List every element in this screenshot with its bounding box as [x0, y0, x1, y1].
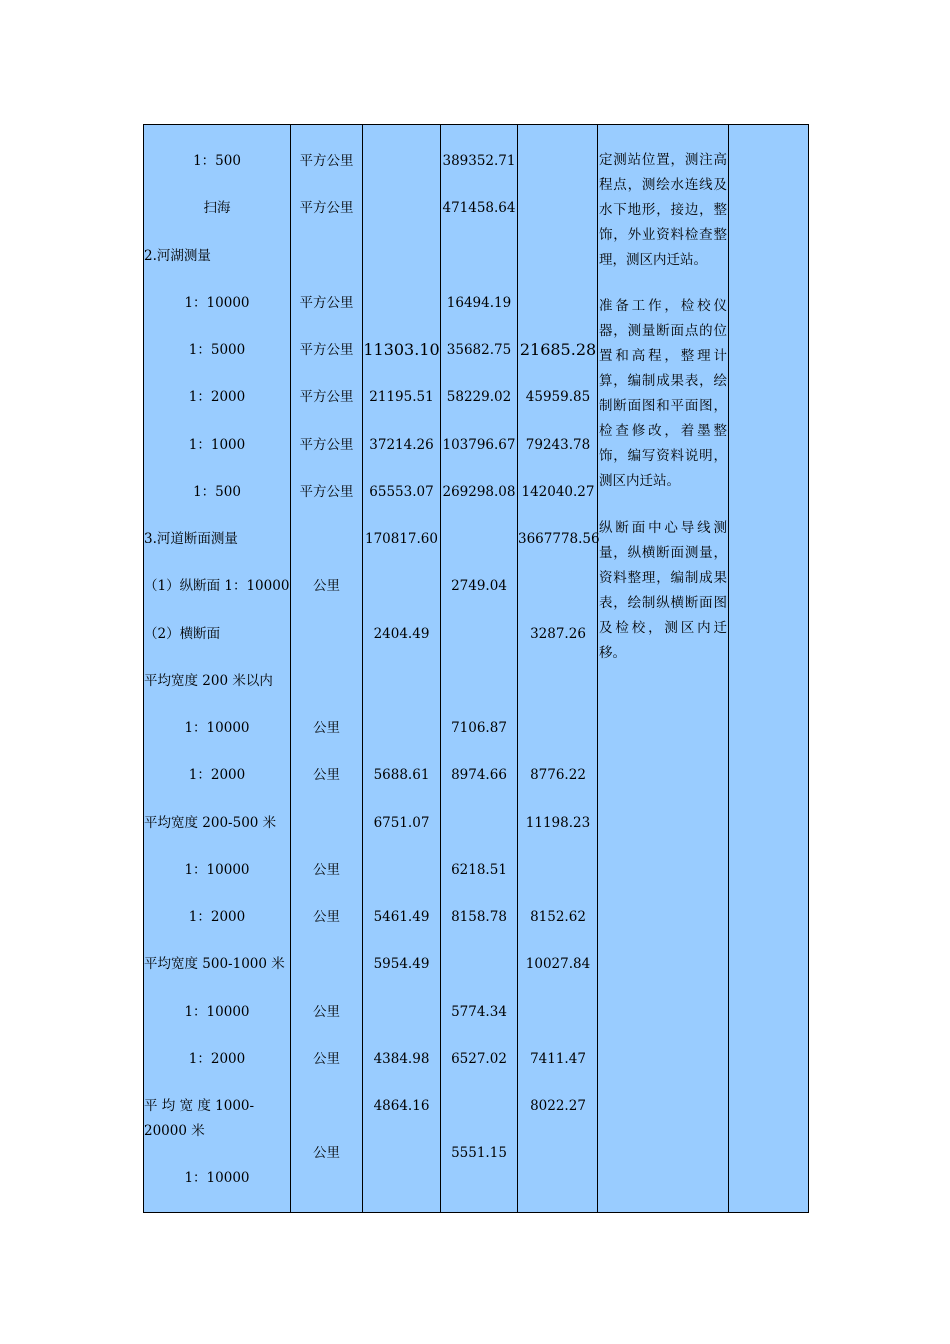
table-cell-c1: 平均宽度 500-1000 米 — [144, 956, 285, 973]
table-cell-c5: 11198.23 — [525, 814, 591, 831]
table-cell-c1: 1：2000 — [188, 767, 246, 784]
table-cell-c1: 1：500 — [193, 483, 241, 500]
table-cell-c2: 平方公里 — [299, 342, 354, 358]
table-cell-c2: 平方公里 — [299, 153, 354, 169]
column-divider — [597, 125, 598, 1212]
table-cell-c3: 170817.60 — [364, 531, 438, 547]
table-cell-c1: 1：2000 — [188, 909, 246, 925]
table-cell-c2: 公里 — [313, 1145, 340, 1162]
table-cell-c5: 79243.78 — [525, 436, 591, 453]
table-cell-c1: （1）纵断面 1：10000 — [144, 578, 290, 595]
table-cell-c3: 5461.49 — [373, 909, 430, 925]
table-cell-c1: （2）横断面 — [144, 625, 221, 642]
table-cell-c3: 21195.51 — [369, 389, 434, 406]
table-cell-c3: 5688.61 — [373, 767, 430, 784]
table-cell-c4: 7106.87 — [451, 720, 507, 736]
table-cell-c5: 21685.28 — [519, 340, 597, 359]
table-cell-c3: 5954.49 — [373, 956, 430, 973]
table-cell-c2: 公里 — [313, 578, 340, 595]
table-cell-c2: 公里 — [313, 909, 340, 925]
table-cell-c1: 1：10000 — [184, 720, 250, 736]
table-cell-c4: 471458.64 — [442, 200, 516, 217]
work-description: 定测站位置，测注高程点，测绘水连线及水下地形，接边，整饰，外业资料检查整理，测区内迁站。 — [599, 152, 727, 268]
table-cell-c1: 平均宽度 200 米以内 — [144, 672, 273, 689]
work-description: 准备工作，检校仪器，测量断面点的位置和高程，整理计算，编制成果表，绘制断面图和平面图，检查修改，着墨整饰，编写资料说明，测区内迁站。 — [599, 298, 727, 489]
table-cell-c4: 103796.67 — [442, 436, 516, 453]
table-cell-c2: 公里 — [313, 1050, 340, 1067]
table-cell-c5: 45959.85 — [525, 389, 591, 406]
table-cell-c4: 58229.02 — [446, 389, 512, 406]
column-divider — [728, 125, 729, 1212]
table-cell-c4: 5774.34 — [451, 1003, 507, 1020]
table-cell-c2: 平方公里 — [299, 389, 354, 406]
table-cell-c4: 2749.04 — [451, 578, 507, 595]
column-divider — [440, 125, 441, 1212]
table-cell-c5: 10027.84 — [525, 956, 591, 973]
table-cell-c1: 平均宽度 200-500 米 — [144, 814, 277, 831]
column-divider — [290, 125, 291, 1212]
table-cell-c5: 142040.27 — [521, 483, 595, 500]
table-cell-c3: 6751.07 — [373, 814, 430, 831]
table-cell-c5: 8022.27 — [530, 1098, 586, 1114]
table-cell-c4: 35682.75 — [446, 342, 512, 358]
table-cell-c5: 8152.62 — [530, 909, 586, 925]
table-cell-c1: 1：10000 — [184, 294, 250, 311]
table-cell-c3: 11303.10 — [363, 340, 440, 359]
table-cell-c2: 公里 — [313, 767, 340, 784]
table-cell-c3: 4384.98 — [373, 1050, 430, 1067]
table-cell-c4: 5551.15 — [451, 1145, 507, 1162]
table-cell-c4: 269298.08 — [442, 483, 516, 500]
measurement-table — [143, 124, 809, 1213]
table-cell-c1: 1：10000 — [184, 1003, 250, 1020]
table-cell-c2: 公里 — [313, 720, 340, 736]
table-cell-c4: 6218.51 — [451, 861, 507, 878]
table-cell-c4: 16494.19 — [446, 294, 512, 311]
table-cell-c5: 3287.26 — [530, 625, 586, 642]
table-cell-c1: 1：2000 — [188, 1050, 246, 1067]
table-cell-c3: 2404.49 — [373, 625, 430, 642]
table-cell-c5: 8776.22 — [530, 767, 586, 784]
table-cell-c1: 1：10000 — [184, 1170, 250, 1187]
column-divider — [362, 125, 363, 1212]
table-cell-c3: 65553.07 — [369, 483, 434, 500]
table-cell-c5: 7411.47 — [530, 1050, 586, 1067]
table-cell-c3: 4864.16 — [373, 1098, 430, 1114]
table-cell-c4: 8158.78 — [451, 909, 507, 925]
table-cell-c1: 3.河道断面测量 — [144, 531, 238, 547]
table-cell-c1: 平 均 宽 度 1000-20000 米 — [144, 1098, 255, 1139]
table-cell-c1: 1：10000 — [184, 861, 250, 878]
table-cell-c2: 公里 — [313, 1003, 340, 1020]
table-cell-c3: 37214.26 — [369, 436, 434, 453]
table-cell-c1: 1：500 — [193, 153, 241, 169]
table-cell-c5: 3667778.56 — [518, 531, 600, 547]
table-cell-c2: 平方公里 — [299, 200, 354, 217]
table-cell-c1: 2.河湖测量 — [144, 247, 211, 264]
table-cell-c2: 平方公里 — [299, 483, 354, 500]
table-cell-c1: 1：1000 — [188, 436, 246, 453]
table-cell-c2: 公里 — [313, 861, 340, 878]
table-cell-c4: 389352.71 — [442, 153, 516, 169]
table-cell-c1: 扫海 — [203, 200, 231, 217]
table-cell-c4: 8974.66 — [451, 767, 507, 784]
table-cell-c2: 平方公里 — [299, 436, 354, 453]
table-cell-c4: 6527.02 — [451, 1050, 507, 1067]
table-cell-c2: 平方公里 — [299, 294, 354, 311]
column-divider — [517, 125, 518, 1212]
work-description: 纵断面中心导线测量，纵横断面测量，资料整理，编制成果表，绘制纵横断面图及检校，测区内迁移。 — [599, 520, 727, 661]
table-cell-c1: 1：5000 — [188, 342, 246, 358]
table-cell-c1: 1：2000 — [188, 389, 246, 406]
